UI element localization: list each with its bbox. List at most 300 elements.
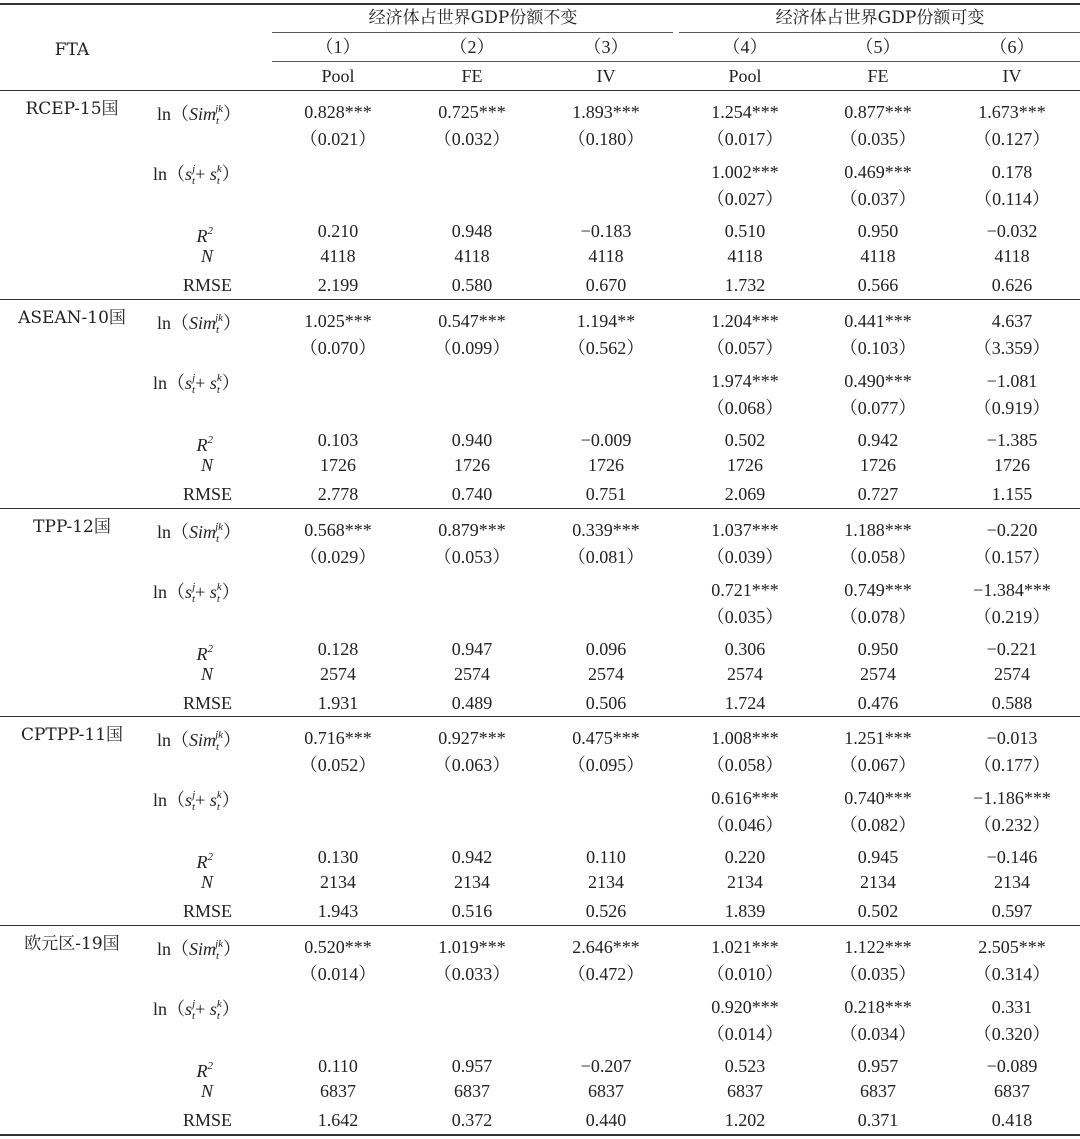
r2-value: 0.947: [451, 638, 493, 659]
sim-se: （0.157）: [973, 546, 1051, 567]
col-number-3: （3）: [583, 37, 629, 57]
var-label-ln-share: [153, 159, 240, 191]
sim-se: （0.052）: [299, 755, 377, 776]
share-coef: 0.616***: [711, 788, 779, 809]
close-paren: ）: [221, 164, 240, 184]
sim-coef: 0.877***: [844, 102, 912, 122]
s-sub: t: [216, 592, 220, 605]
n-value: 2574: [320, 663, 356, 684]
share-coef: 1.974***: [711, 370, 779, 391]
sim-sup: jk: [215, 103, 224, 115]
sim-se: （0.035）: [839, 964, 917, 984]
rmse-value: 0.727: [857, 483, 899, 504]
sim-se: （0.081）: [567, 546, 645, 567]
n-value: 2134: [588, 872, 624, 893]
sim-symbol: Sim: [189, 521, 217, 542]
s-symbol: s: [185, 372, 193, 393]
r2-value: 0.128: [317, 638, 359, 659]
sim-coef: 0.475***: [572, 728, 640, 749]
rmse-value: 0.740: [451, 483, 493, 504]
s-sup: k: [216, 371, 222, 384]
s-symbol: s: [185, 790, 193, 811]
sim-se: （0.070）: [299, 337, 377, 358]
share-se: （0.114）: [974, 189, 1050, 209]
s-sub: t: [192, 175, 196, 187]
var-label-n: [201, 246, 213, 266]
n-symbol: N: [200, 246, 213, 266]
s-sup: j: [192, 789, 196, 802]
fta-label: RCEP-15国: [25, 99, 119, 119]
plus-sign: +: [195, 790, 210, 811]
sim-coef: 2.646***: [572, 937, 640, 957]
n-value: 4118: [588, 246, 624, 266]
n-value: 1726: [320, 454, 356, 475]
rmse-value: 0.418: [991, 1110, 1033, 1130]
sim-symbol: Sim: [189, 104, 217, 124]
var-label-r2: [197, 1056, 214, 1081]
plus-sign: +: [195, 372, 210, 393]
rmse-value: 1.202: [724, 1110, 766, 1130]
sim-coef: 0.879***: [438, 519, 506, 540]
col-method-2: FE: [461, 66, 483, 86]
block-separator: [0, 299, 1080, 300]
var-label-ln-share: [153, 368, 240, 400]
share-coef: 0.721***: [711, 579, 779, 600]
sim-se: （0.063）: [433, 755, 511, 776]
close-paren: ）: [223, 730, 242, 751]
share-se: （0.078）: [839, 606, 917, 627]
share-coef: 0.749***: [844, 579, 912, 600]
rmse-value: 0.751: [585, 483, 627, 504]
share-coef: −1.384***: [973, 579, 1051, 600]
fta-label: 欧元区-19国: [24, 934, 120, 954]
n-value: 6837: [727, 1081, 763, 1101]
n-value: 4118: [727, 246, 763, 266]
group-fixed-underline: [272, 32, 673, 33]
sim-sub: t: [216, 950, 220, 962]
block-separator: [0, 716, 1080, 717]
rmse-value: 1.732: [724, 275, 766, 295]
var-label-n: [201, 872, 213, 892]
n-symbol: N: [200, 1081, 213, 1101]
rmse-value: 0.440: [585, 1110, 627, 1130]
rmse-value: 1.724: [724, 692, 766, 713]
close-paren: ）: [221, 581, 240, 602]
share-coef: 0.218***: [844, 997, 912, 1017]
r2-value: 0.942: [451, 847, 493, 868]
s-sub: t: [216, 383, 220, 396]
fta-header: FTA: [54, 40, 90, 60]
ln-prefix: ln（: [157, 521, 190, 542]
var-label-ln-sim: [157, 517, 241, 549]
share-se: （0.082）: [839, 815, 917, 836]
sim-se: （0.053）: [433, 546, 511, 567]
sim-coef: 4.637: [991, 310, 1033, 331]
sim-se: （0.095）: [567, 755, 645, 776]
group-variable-underline: [679, 32, 1080, 33]
share-coef: 0.178: [991, 162, 1033, 182]
share-coef: −1.186***: [973, 788, 1051, 809]
rmse-value: 0.489: [451, 692, 493, 713]
ln-prefix: ln（: [157, 939, 190, 959]
plus-sign: +: [195, 164, 210, 184]
var-label-ln-sim: [157, 934, 241, 966]
ln-prefix: ln（: [157, 312, 190, 333]
r2-value: 0.950: [857, 638, 899, 659]
top-rule: [0, 3, 1080, 5]
sim-se: （0.021）: [299, 129, 377, 149]
sim-se: （0.180）: [567, 129, 645, 149]
sim-se: （0.010）: [706, 964, 784, 984]
r2-value: 0.110: [318, 1056, 358, 1076]
share-se: （0.232）: [973, 815, 1051, 836]
r2-sup: 2: [207, 1060, 213, 1072]
n-value: 4118: [454, 246, 490, 266]
s-sup: j: [192, 371, 196, 384]
n-symbol: N: [200, 872, 213, 893]
header-bottom-rule: [0, 90, 1080, 91]
share-se: （0.219）: [973, 606, 1051, 627]
sim-sub: t: [216, 741, 220, 754]
sim-sup: jk: [215, 729, 224, 742]
r2-value: −0.009: [580, 429, 632, 450]
rmse-value: 0.476: [857, 692, 899, 713]
ln-prefix: ln（: [153, 581, 186, 602]
n-value: 2574: [588, 663, 624, 684]
sim-se: （0.057）: [706, 337, 784, 358]
sim-coef: 0.725***: [438, 102, 506, 122]
n-value: 4118: [994, 246, 1030, 266]
sim-se: （3.359）: [973, 337, 1051, 358]
rmse-value: 1.155: [991, 483, 1033, 504]
sim-se: （0.472）: [567, 964, 645, 984]
sim-coef: −0.013: [986, 728, 1038, 749]
sim-coef: 0.927***: [438, 728, 506, 749]
sim-coef: 1.204***: [711, 310, 779, 331]
fta-label: ASEAN-10国: [18, 307, 126, 328]
sim-coef: 2.505***: [978, 937, 1046, 957]
sim-se: （0.103）: [839, 337, 917, 358]
r2-sup: 2: [207, 851, 213, 864]
s-sup: k: [216, 580, 222, 593]
rmse-value: 0.371: [857, 1110, 899, 1130]
plus-sign: +: [195, 999, 210, 1019]
n-value: 6837: [320, 1081, 356, 1101]
close-paren: ）: [221, 372, 240, 393]
s-sub: t: [192, 801, 196, 814]
rmse-value: 0.372: [451, 1110, 493, 1130]
col-number-4: （4）: [722, 37, 768, 57]
ln-prefix: ln（: [153, 790, 186, 811]
r2-value: 0.130: [317, 847, 359, 868]
ln-prefix: ln（: [157, 104, 190, 124]
r2-value: 0.502: [724, 429, 766, 450]
var-label-r2: [197, 639, 214, 664]
sim-coef: 1.008***: [711, 728, 779, 749]
close-paren: ）: [223, 521, 242, 542]
r2-value: 0.957: [451, 1056, 493, 1076]
share-se: （0.919）: [973, 397, 1051, 418]
rmse-value: 0.502: [857, 901, 899, 922]
s-sup: k: [216, 163, 222, 175]
n-value: 1726: [994, 454, 1030, 475]
s-symbol: s: [209, 790, 217, 811]
sim-se: （0.014）: [299, 964, 377, 984]
var-label-ln-share: [153, 785, 240, 817]
sim-symbol: Sim: [189, 730, 217, 751]
sim-se: （0.033）: [433, 964, 511, 984]
r2-value: 0.096: [585, 638, 627, 659]
rmse-value: 1.943: [317, 901, 359, 922]
rmse-value: 0.526: [585, 901, 627, 922]
r2-symbol: R: [196, 643, 208, 664]
r2-value: −0.183: [580, 221, 632, 241]
sim-coef: 1.021***: [711, 937, 779, 957]
sim-coef: 1.893***: [572, 102, 640, 122]
rmse-value: 1.931: [317, 692, 359, 713]
sim-coef: 1.251***: [844, 728, 912, 749]
r2-value: 0.940: [451, 429, 493, 450]
sim-sub: t: [216, 115, 220, 127]
s-sub: t: [192, 592, 196, 605]
var-label-rmse: RMSE: [182, 692, 232, 713]
col-method-6: IV: [1002, 66, 1022, 86]
fta-label: CPTPP-11国: [20, 725, 124, 746]
share-se: （0.077）: [839, 397, 917, 418]
close-paren: ）: [223, 312, 242, 333]
close-paren: ）: [221, 999, 240, 1019]
share-coef: 0.920***: [711, 997, 779, 1017]
r2-value: −0.146: [986, 847, 1038, 868]
s-symbol: s: [209, 372, 217, 393]
s-sup: k: [216, 789, 222, 802]
s-symbol: s: [185, 999, 193, 1019]
col-method-4: Pool: [728, 66, 762, 86]
s-sub: t: [216, 801, 220, 814]
var-label-rmse: RMSE: [182, 901, 232, 922]
s-sub: t: [192, 383, 196, 396]
r2-symbol: R: [196, 852, 208, 873]
r2-value: −0.032: [986, 221, 1038, 241]
n-value: 2574: [454, 663, 490, 684]
block-separator: [0, 925, 1080, 926]
r2-value: 0.945: [857, 847, 899, 868]
group-fixed-header: 经济体占世界GDP份额不变: [368, 8, 578, 28]
n-value: 2134: [727, 872, 763, 893]
var-label-rmse: RMSE: [182, 275, 232, 295]
r2-value: 0.220: [724, 847, 766, 868]
sim-se: （0.562）: [567, 337, 645, 358]
sim-coef: 0.339***: [572, 519, 640, 540]
var-label-n: [201, 455, 213, 475]
sim-se: （0.314）: [973, 964, 1051, 984]
rmse-value: 2.199: [317, 275, 359, 295]
rmse-value: 0.506: [585, 692, 627, 713]
r2-symbol: R: [196, 226, 208, 246]
plus-sign: +: [195, 581, 210, 602]
sim-coef: −0.220: [986, 519, 1038, 540]
share-coef: 0.469***: [844, 162, 912, 182]
sim-coef: 0.547***: [438, 310, 506, 331]
rmse-value: 0.566: [857, 275, 899, 295]
col-number-5: （5）: [855, 37, 901, 57]
r2-value: 0.306: [724, 638, 766, 659]
r2-value: 0.950: [857, 221, 899, 241]
var-label-rmse: RMSE: [182, 483, 232, 504]
sim-se: （0.127）: [973, 129, 1051, 149]
sim-coef: 1.194**: [576, 310, 636, 331]
sim-symbol: Sim: [189, 312, 217, 333]
r2-symbol: R: [196, 434, 208, 455]
sim-sup: jk: [215, 311, 224, 324]
n-value: 2574: [860, 663, 896, 684]
sim-sup: jk: [215, 520, 224, 533]
ln-prefix: ln（: [157, 730, 190, 751]
sim-coef: 1.019***: [438, 937, 506, 957]
n-value: 2134: [320, 872, 356, 893]
r2-value: −1.385: [986, 429, 1038, 450]
n-value: 6837: [454, 1081, 490, 1101]
block-separator: [0, 508, 1080, 509]
sim-sub: t: [216, 323, 220, 336]
sim-se: （0.058）: [839, 546, 917, 567]
bottom-rule: [0, 1134, 1080, 1136]
share-coef: 0.490***: [844, 370, 912, 391]
close-paren: ）: [223, 104, 242, 124]
sim-se: （0.058）: [706, 755, 784, 776]
ln-prefix: ln（: [153, 999, 186, 1019]
sim-symbol: Sim: [189, 939, 217, 959]
sim-coef: 1.122***: [844, 937, 912, 957]
share-se: （0.037）: [839, 189, 917, 209]
col-method-3: IV: [596, 66, 616, 86]
rmse-value: 1.839: [724, 901, 766, 922]
var-label-r2: [197, 430, 214, 455]
share-se: （0.046）: [706, 815, 784, 836]
sim-coef: 1.037***: [711, 519, 779, 540]
var-label-ln-share: [153, 994, 240, 1026]
sim-coef: 1.673***: [978, 102, 1046, 122]
rmse-value: 0.580: [451, 275, 493, 295]
rmse-value: 0.597: [991, 901, 1033, 922]
sim-coef: 0.441***: [844, 310, 912, 331]
n-value: 6837: [860, 1081, 896, 1101]
sim-sup: jk: [215, 938, 224, 950]
group-variable-header: 经济体占世界GDP份额可变: [775, 8, 985, 28]
var-label-ln-sim: [157, 308, 241, 340]
var-label-ln-sim: [157, 99, 241, 131]
s-sub: t: [216, 175, 220, 187]
col-number-underline: [272, 61, 1080, 62]
sim-coef: 1.025***: [304, 310, 372, 331]
n-value: 2134: [994, 872, 1030, 893]
share-coef: −1.081: [986, 370, 1038, 391]
sim-se: （0.035）: [839, 129, 917, 149]
col-number-2: （2）: [449, 37, 495, 57]
r2-value: 0.948: [451, 221, 493, 241]
s-symbol: s: [209, 999, 217, 1019]
sim-coef: 0.716***: [304, 728, 372, 749]
sim-se: （0.032）: [433, 129, 511, 149]
ln-prefix: ln（: [153, 372, 186, 393]
sim-coef: 0.568***: [304, 519, 372, 540]
n-value: 2574: [994, 663, 1030, 684]
share-coef: 1.002***: [711, 162, 779, 182]
n-value: 1726: [727, 454, 763, 475]
share-coef: 0.331: [991, 997, 1033, 1017]
n-value: 1726: [860, 454, 896, 475]
s-sup: j: [192, 580, 196, 593]
s-symbol: s: [185, 164, 193, 184]
n-value: 1726: [588, 454, 624, 475]
n-value: 1726: [454, 454, 490, 475]
share-se: （0.027）: [706, 189, 784, 209]
close-paren: ）: [221, 790, 240, 811]
sim-se: （0.029）: [299, 546, 377, 567]
share-se: （0.014）: [706, 1024, 784, 1044]
r2-value: −0.221: [986, 638, 1038, 659]
n-symbol: N: [200, 454, 213, 475]
rmse-value: 2.778: [317, 483, 359, 504]
sim-coef: 1.254***: [711, 102, 779, 122]
n-value: 6837: [994, 1081, 1030, 1101]
rmse-value: 2.069: [724, 483, 766, 504]
col-method-5: FE: [867, 66, 889, 86]
sim-coef: 0.828***: [304, 102, 372, 122]
sim-se: （0.039）: [706, 546, 784, 567]
r2-value: 0.110: [586, 847, 626, 868]
n-value: 2134: [454, 872, 490, 893]
sim-se: （0.099）: [433, 337, 511, 358]
var-label-r2: [197, 221, 214, 246]
col-number-6: （6）: [989, 37, 1035, 57]
s-sup: k: [216, 998, 222, 1010]
rmse-value: 0.588: [991, 692, 1033, 713]
close-paren: ）: [223, 939, 242, 959]
r2-symbol: R: [196, 1061, 208, 1081]
r2-value: 0.510: [724, 221, 766, 241]
col-number-1: （1）: [315, 37, 361, 57]
sim-se: （0.177）: [973, 755, 1051, 776]
n-value: 6837: [588, 1081, 624, 1101]
r2-value: −0.207: [580, 1056, 632, 1076]
s-sup: j: [192, 998, 196, 1010]
s-sub: t: [192, 1010, 196, 1022]
sim-se: （0.017）: [706, 129, 784, 149]
r2-value: −0.089: [986, 1056, 1038, 1076]
r2-sup: 2: [207, 642, 213, 655]
n-value: 4118: [860, 246, 896, 266]
share-se: （0.068）: [706, 397, 784, 418]
sim-se: （0.067）: [839, 755, 917, 776]
s-sub: t: [216, 1010, 220, 1022]
rmse-value: 0.626: [991, 275, 1033, 295]
r2-value: 0.103: [317, 429, 359, 450]
s-symbol: s: [209, 581, 217, 602]
share-se: （0.320）: [973, 1024, 1051, 1044]
sim-coef: 0.520***: [304, 937, 372, 957]
sim-coef: 1.188***: [844, 519, 912, 540]
r2-value: 0.942: [857, 429, 899, 450]
n-value: 2574: [727, 663, 763, 684]
share-se: （0.034）: [839, 1024, 917, 1044]
s-sup: j: [192, 163, 196, 175]
var-label-rmse: RMSE: [182, 1110, 232, 1130]
share-coef: 0.740***: [844, 788, 912, 809]
r2-value: 0.210: [317, 221, 359, 241]
var-label-r2: [197, 847, 214, 872]
var-label-n: [201, 1081, 213, 1101]
